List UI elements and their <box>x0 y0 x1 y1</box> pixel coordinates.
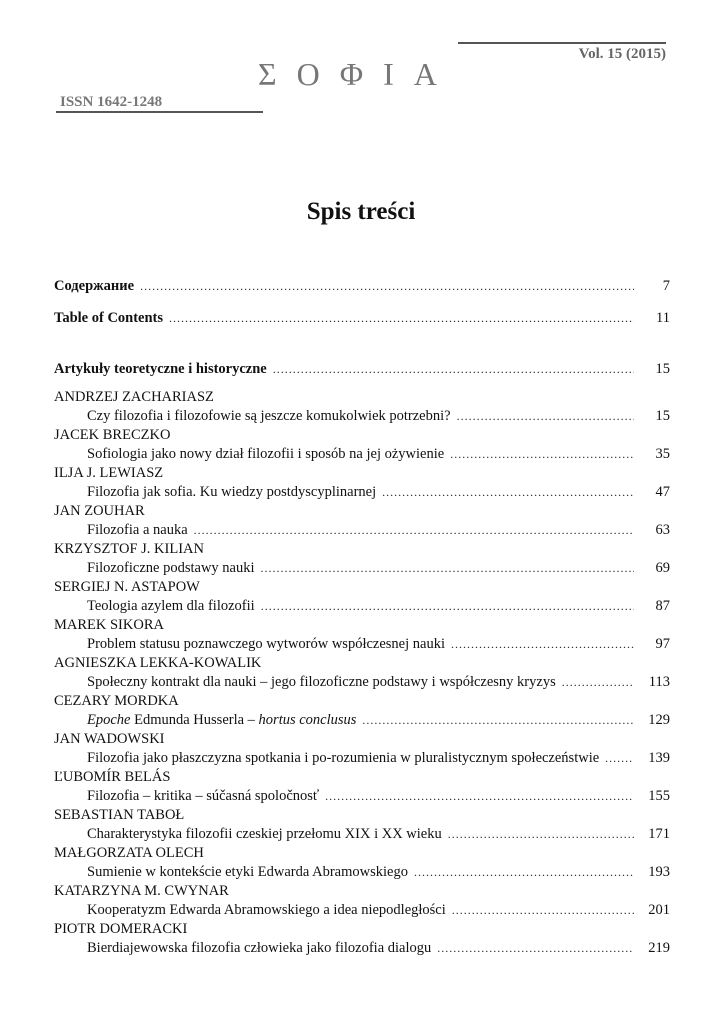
article-author: PIOTR DOMERACKI <box>54 921 188 937</box>
dot-leader <box>562 673 634 692</box>
article-row <box>54 749 670 768</box>
article-row <box>54 939 670 958</box>
dot-leader <box>261 597 634 616</box>
issn-rule <box>56 111 263 113</box>
article-page: 219 <box>648 940 670 956</box>
article-row <box>54 673 670 692</box>
article-author: JAN ZOUHAR <box>54 503 145 519</box>
section-title: Artykuły teoretyczne i historyczne <box>54 361 267 377</box>
article-author: MAŁGORZATA OLECH <box>54 845 204 861</box>
dot-leader <box>194 521 634 540</box>
article-title: Teologia azylem dla filozofii <box>87 598 255 614</box>
article-page: 193 <box>648 864 670 880</box>
dot-leader <box>382 483 634 502</box>
article-author: ĽUBOMÍR BELÁS <box>54 769 171 785</box>
article-page: 155 <box>648 788 670 804</box>
front-entries <box>54 277 670 296</box>
article-author: ILJA J. LEWIASZ <box>54 465 164 481</box>
article-author: JAN WADOWSKI <box>54 731 165 747</box>
dot-leader <box>140 277 634 296</box>
article-page: 15 <box>655 408 670 424</box>
article-row <box>54 521 670 540</box>
article-title: Filozofia – kritika – súčasná spoločnosť <box>87 788 320 804</box>
dot-leader <box>457 407 634 426</box>
article-title: Kooperatyzm Edwarda Abramowskiego a idea niepodległości <box>87 902 446 918</box>
articles-list <box>54 388 670 958</box>
article-author: SEBASTIAN TABOŁ <box>54 807 185 823</box>
article-title-italic: Epoche <box>87 712 131 728</box>
section-heading <box>54 360 670 379</box>
article-page: 87 <box>655 598 670 614</box>
volume-label: Vol. 15 (2015) <box>578 46 666 62</box>
dot-leader <box>450 445 634 464</box>
article-row <box>54 825 670 844</box>
dot-leader <box>325 787 634 806</box>
article-title: Filozofia jako płaszczyzna spotkania i po-rozumienia w pluralistycznym społeczeństwie <box>87 750 600 766</box>
article-row <box>54 483 670 502</box>
article-author: AGNIESZKA LEKKA-KOWALIK <box>54 655 262 671</box>
article-author: SERGIEJ N. ASTAPOW <box>54 579 200 595</box>
dot-leader <box>437 939 634 958</box>
article-author: CEZARY MORDKA <box>54 693 179 709</box>
toc-row-contents-en <box>54 309 670 328</box>
article-row <box>54 787 670 806</box>
article-title: Bierdiajewowska filozofia człowieka jako filozofia dialogu <box>87 940 432 956</box>
toc-row-contents-ru <box>54 277 670 296</box>
article-row <box>54 711 670 730</box>
front-entries-2 <box>54 309 670 328</box>
article-author: KRZYSZTOF J. KILIAN <box>54 541 204 557</box>
dot-leader <box>451 635 634 654</box>
article-page: 63 <box>655 522 670 538</box>
section-page: 15 <box>655 361 670 377</box>
page-title: Spis treści <box>306 198 416 225</box>
article-title-italic: hortus conclusus <box>258 712 357 728</box>
article-page: 129 <box>648 712 670 728</box>
article-row <box>54 635 670 654</box>
article-title: Społeczny kontrakt dla nauki – jego filozoficzne podstawy i współczesny kryzys <box>87 674 556 690</box>
dot-leader <box>605 749 634 768</box>
article-row <box>54 445 670 464</box>
dot-leader <box>362 711 634 730</box>
dot-leader <box>273 360 634 379</box>
article-title: Czy filozofia i filozofowie są jeszcze komukolwiek potrzebni? <box>87 408 451 424</box>
article-author: KATARZYNA M. CWYNAR <box>54 883 229 899</box>
article-title: Filozofia jak sofia. Ku wiedzy postdyscyplinarnej <box>87 484 377 500</box>
toc-page: 11 <box>656 310 670 326</box>
article-page: 69 <box>655 560 670 576</box>
article-page: 97 <box>655 636 670 652</box>
article-title-text: Edmunda Husserla – <box>130 712 259 728</box>
dot-leader <box>261 559 634 578</box>
article-title: Filozofia a nauka <box>87 522 188 538</box>
article-author: JACEK BRECZKO <box>54 427 171 443</box>
issn-label: ISSN 1642-1248 <box>60 94 163 110</box>
toc-row-section <box>54 360 670 379</box>
article-row <box>54 597 670 616</box>
article-title: Sofiologia jako nowy dział filozofii i sposób na jej ożywienie <box>87 446 445 462</box>
article-row <box>54 863 670 882</box>
dot-leader <box>169 309 634 328</box>
article-page: 47 <box>655 484 670 500</box>
article-page: 113 <box>648 674 670 690</box>
article-title <box>54 711 356 730</box>
toc-title: Содержание <box>54 278 135 294</box>
header-rule-top <box>458 42 666 44</box>
article-page: 139 <box>648 750 670 766</box>
toc-page: 7 <box>662 278 670 294</box>
article-page: 171 <box>648 826 670 842</box>
article-row <box>54 407 670 426</box>
article-author: ANDRZEJ ZACHARIASZ <box>54 389 214 405</box>
toc-title: Table of Contents <box>54 310 164 326</box>
dot-leader <box>452 901 634 920</box>
article-page: 201 <box>648 902 670 918</box>
dot-leader <box>414 863 634 882</box>
article-title: Sumienie w kontekście etyki Edwarda Abramowskiego <box>87 864 408 880</box>
article-title: Filozoficzne podstawy nauki <box>87 560 255 576</box>
article-title: Problem statusu poznawczego wytworów współczesnej nauki <box>87 636 445 652</box>
journal-title: ΣΟΦΙΑ <box>258 56 457 92</box>
article-row <box>54 559 670 578</box>
article-row <box>54 901 670 920</box>
article-title: Charakterystyka filozofii czeskiej przełomu XIX i XX wieku <box>87 826 442 842</box>
article-page: 35 <box>655 446 670 462</box>
article-author: MAREK SIKORA <box>54 617 164 633</box>
dot-leader <box>448 825 634 844</box>
